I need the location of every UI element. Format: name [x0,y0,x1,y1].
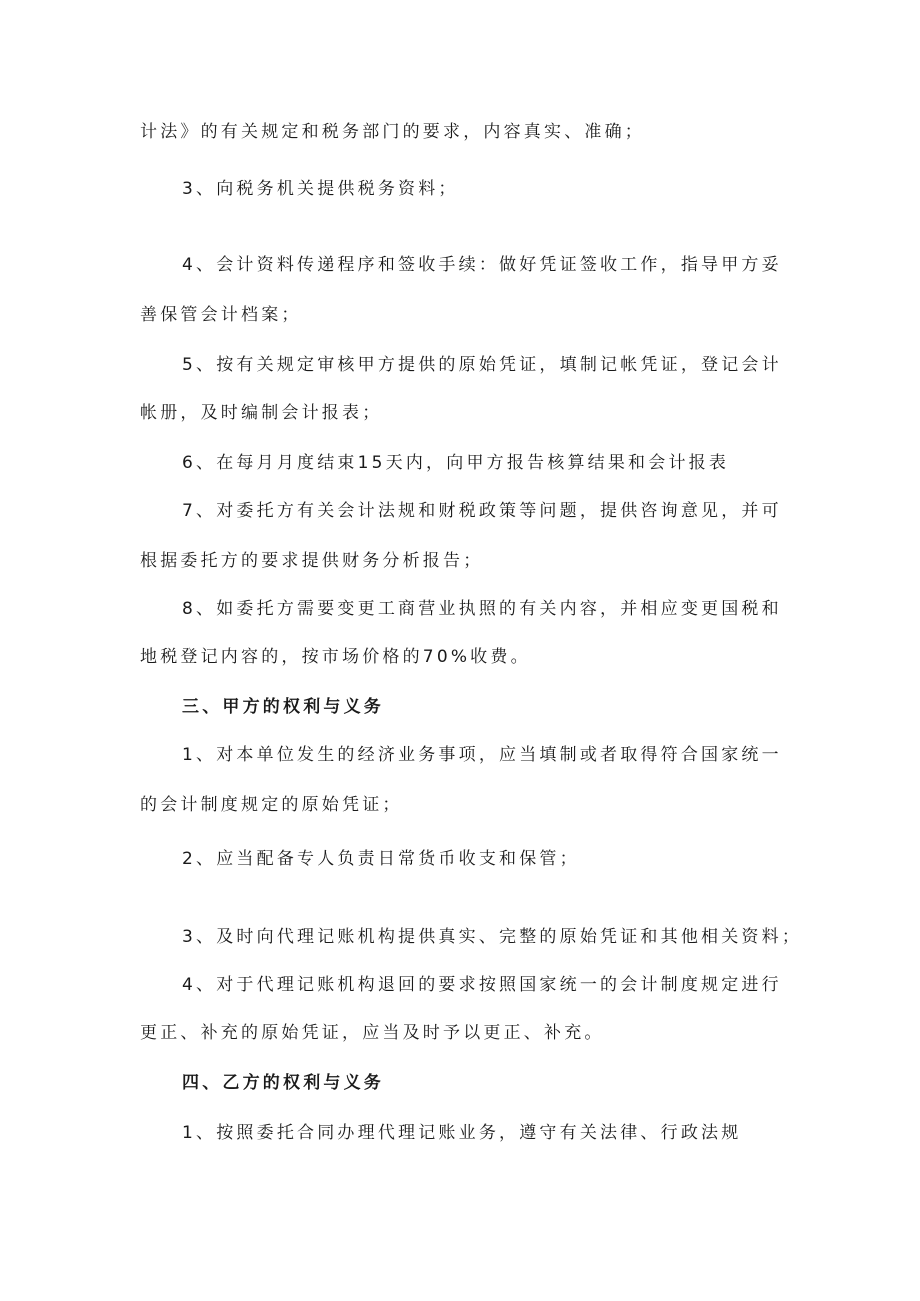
body-text-line: 更正、补充的原始凭证，应当及时予以更正、补充。 [140,1023,605,1043]
section3-item-4-text: 4、对于代理记账机构退回的要求按照国家统一的会计制度规定进行 [182,975,782,995]
list-item-8-text: 8、如委托方需要变更工商营业执照的有关内容，并相应变更国税和 [182,599,782,619]
body-text-line: 地税登记内容的，按市场价格的70%收费。 [140,647,531,667]
body-text-line: 根据委托方的要求提供财务分析报告； [140,551,484,571]
body-text-line: 计法》的有关规定和税务部门的要求，内容真实、准确； [140,122,645,142]
list-item-6-text: 6、在每月月度结束15天内，向甲方报告核算结果和会计报表 [182,453,730,473]
section3-item-1-text: 1、对本单位发生的经济业务事项，应当填制或者取得符合国家统一 [182,745,782,765]
list-item-7-text: 7、对委托方有关会计法规和财税政策等问题，提供咨询意见，并可 [182,501,782,521]
body-text-line: 善保管会计档案； [140,305,302,325]
section3-item-3-text: 3、及时向代理记账机构提供真实、完整的原始凭证和其他相关资料； [182,927,803,947]
body-text-line: 的会计制度规定的原始凭证； [140,795,403,815]
list-item-3-text: 3、向税务机关提供税务资料； [182,179,459,199]
list-item-4-text: 4、会计资料传递程序和签收手续：做好凭证签收工作，指导甲方妥 [182,255,782,275]
section-heading-3: 三、甲方的权利与义务 [182,697,384,717]
list-item-5-text: 5、按有关规定审核甲方提供的原始凭证，填制记帐凭证，登记会计 [182,355,782,375]
section4-item-1-text: 1、按照委托合同办理代理记账业务，遵守有关法律、行政法规 [182,1123,742,1143]
section3-item-2-text: 2、应当配备专人负责日常货币收支和保管； [182,849,580,869]
section-heading-4: 四、乙方的权利与义务 [182,1073,384,1093]
body-text-line: 帐册，及时编制会计报表； [140,403,383,423]
